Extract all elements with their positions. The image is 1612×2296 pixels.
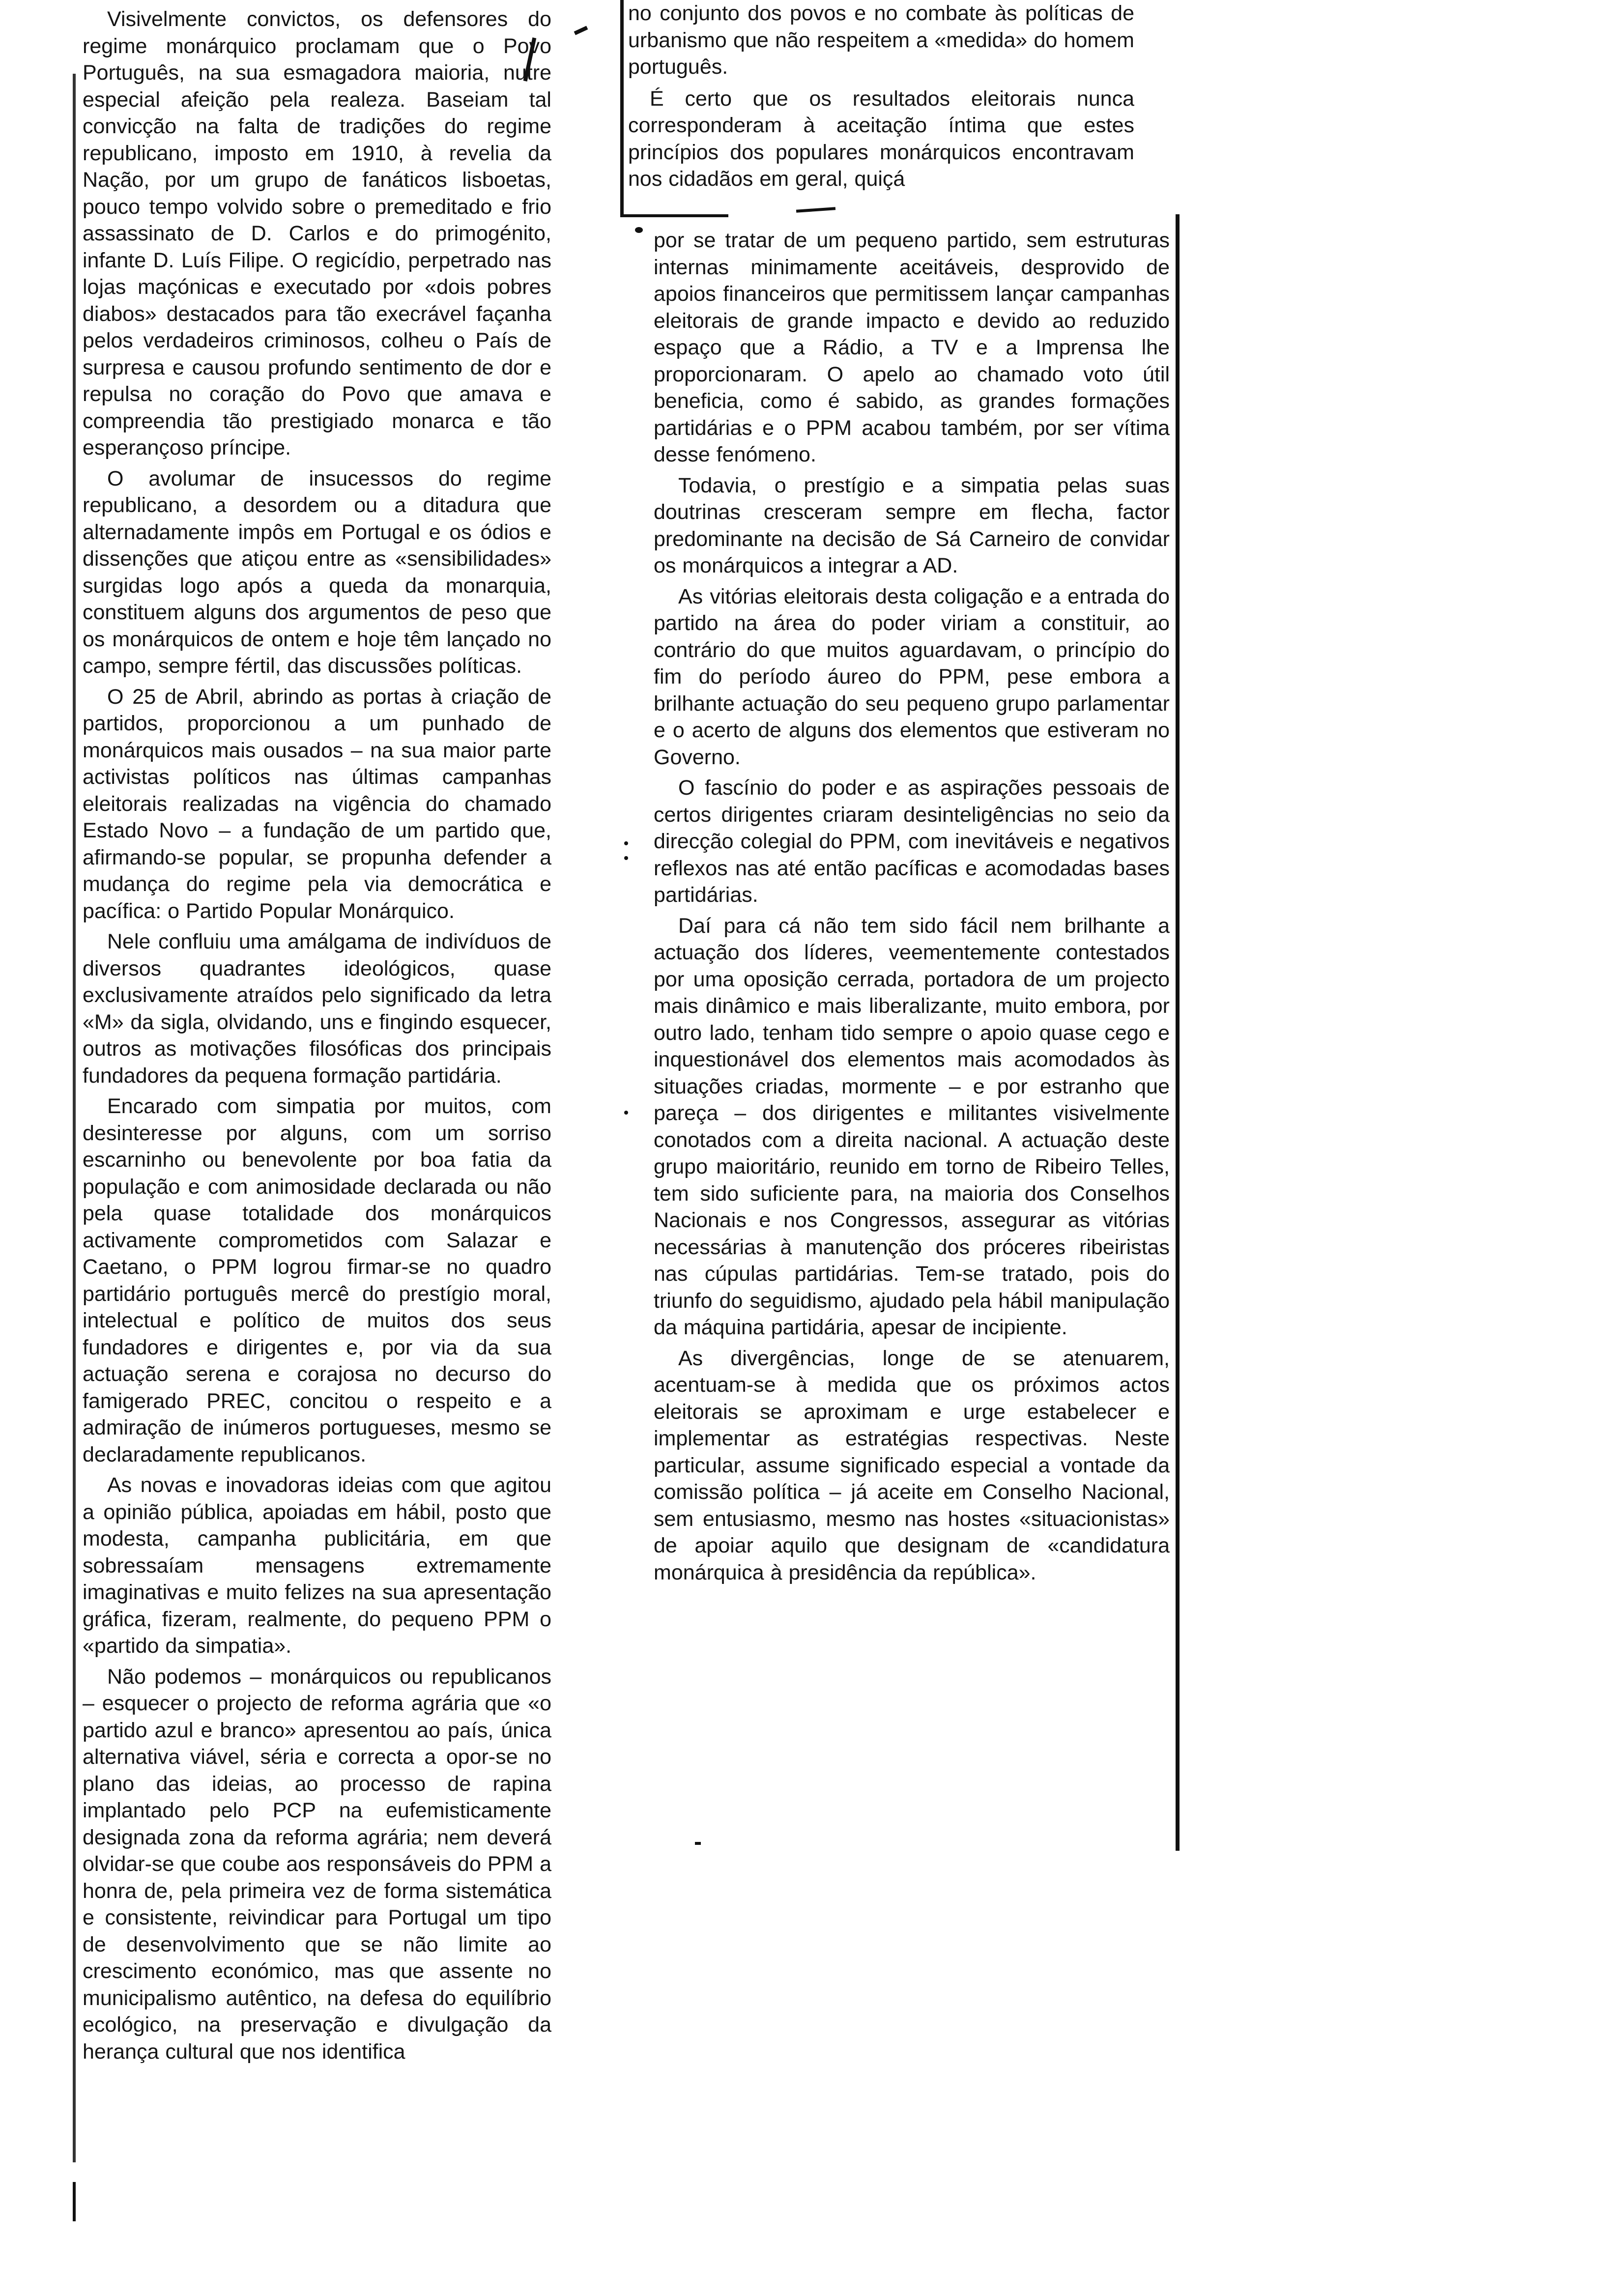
paragraph: por se tratar de um pequeno partido, sem estruturas internas minimamente aceitáveis, desprovido de apoios financeiros que permitissem lançar campanhas eleitorais de grande impacto e devido ao reduzido espaço que a Rádio, a TV e a Imprensa lhe proporcionaram. O apelo ao chamado voto útil beneficia, como é sabido, as grandes formações partidárias e o PPM acabou também, por ser vítima desse fenómeno. (654, 229, 1170, 466)
paragraph: As vitórias eleitorais desta coligação e a entrada do partido na área do poder viriam a constituir, ao contrário do que muitos aguardavam, o princípio do fim do período áureo do PPM, pese embora a brilhante actuação do seu pequeno grupo parlamentar e o acerto de alguns dos elementos que estiveram no Governo. (654, 584, 1170, 769)
paragraph: O 25 de Abril, abrindo as portas à criação de partidos, proporcionou a um punhado de monárquicos mais ousados – na sua maior parte activistas políticos nas últimas campanhas eleitorais realizadas na vigência do chamado Estado Novo – a fundação de um partido que, afirmando-se popular, se propunha defender a mudança do regime pela via democrática e pacífica: o Partido Popular Monárquico. (83, 685, 551, 923)
left-column-rule (73, 74, 76, 2162)
ink-mark (574, 26, 588, 35)
ink-mark (635, 227, 643, 233)
right-top-column (628, 0, 1134, 193)
paragraph: Encarado com simpatia por muitos, com desinteresse por alguns, com um sorriso escarninho ou benevolente por boa fatia da população e com animosidade declarada ou não pela quase totalidade dos monárquicos activamente comprometidos com Salazar e Caetano, o PPM logrou firmar-se no quadro partidário português mercê do prestígio moral, intelectual e político de muitos dos seus fundadores e dirigentes e, por via da sua actuação serena e corajosa no decurso do famigerado PREC, concitou o respeito e a admiração de inúmeros portugueses, mesmo se declaradamente republicanos. (83, 1094, 551, 1466)
right-column-rule (1176, 214, 1180, 1851)
right-top-box-bottom-rule (620, 214, 728, 217)
paragraph: Não podemos – monárquicos ou republicanos – esquecer o projecto de reforma agrária que «o partido azul e branco» apresentou ao país, única alternativa viável, séria e correcta a opor-se no plano das ideias, ao processo de rapina implantado pelo PCP na eufemisticamente designada zona da reforma agrária; nem deverá olvidar-se que coube aos responsáveis do PPM a honra de, pela primeira vez de forma sistemática e consistente, reivindicar para Portugal um tipo de desenvolvimento que se não limite ao crescimento económico, mas que assente no municipalismo autêntico, na defesa do equilíbrio ecológico, na preservação e divulgação da herança cultural que nos identifica (83, 1665, 551, 2064)
paragraph: As divergências, longe de se atenuarem, acentuam-se à medida que os próximos actos eleitorais se aproximam e urge estabelecer e implementar as estratégias respectivas. Neste particular, assume significado especial a vontade da comissão política – já aceite em Conselho Nacional, sem entusiasmo, mesmo nas hostes «situacionistas» de apoiar aquilo que designam de «candidatura monárquica à presidência da república». (654, 1346, 1170, 1584)
left-column (83, 6, 551, 2065)
ink-mark (624, 856, 628, 860)
paragraph: As novas e inovadoras ideias com que agitou a opinião pública, apoiadas em hábil, posto que modesta, campanha publicitária, em que sobressaíam mensagens extremamente imaginativas e muito felizes na sua apresentação gráfica, fizeram, realmente, do pequeno PPM o «partido da simpatia». (83, 1473, 551, 1658)
paragraph: no conjunto dos povos e no combate às políticas de urbanismo que não respeitem a «medida» do homem português. (628, 1, 1134, 79)
paragraph: Visivelmente convictos, os defensores do regime monárquico proclamam que o Povo Português, na sua esmagadora maioria, nutre especial afeição pela realeza. Baseiam tal convicção na falta de tradições do regime republicano, imposto em 1910, à revelia da Nação, por um grupo de fanáticos lisboetas, pouco tempo volvido sobre o premeditado e frio assassinato de D. Carlos e do primogénito, infante D. Luís Filipe. O regicídio, perpetrado nas lojas maçónicas e executado por «dois pobres diabos» destacados para tão execrável façanha pelos verdadeiros criminosos, colheu o País de surpresa e causou profundo sentimento de dor e repulsa no coração do Povo que amava e compreendia tão prestigiado monarca e tão esperançoso príncipe. (83, 7, 551, 459)
paragraph: O fascínio do poder e as aspirações pessoais de certos dirigentes criaram desinteligências no seio da direcção colegial do PPM, com inevitáveis e negativos reflexos nas até então pacíficas e acomodadas bases partidárias. (654, 776, 1170, 907)
paragraph: Todavia, o prestígio e a simpatia pelas suas doutrinas cresceram sempre em flecha, factor predominante na decisão de Sá Carneiro de convidar os monárquicos a integrar a AD. (654, 473, 1170, 577)
right-main-column (654, 227, 1170, 1586)
paragraph: Daí para cá não tem sido fácil nem brilhante a actuação dos líderes, veementemente contestados por uma oposição cerrada, portadora de um projecto mais dinâmico e mais liberalizante, muito embora, por outro lado, tenham tido sempre o apoio quase cego e inquestionável dos elementos mais acomodados às situações criadas, mormente – e por estranho que pareça – dos dirigentes e militantes visivelmente conotados com a direita nacional. A actuação deste grupo maioritário, reunido em torno de Ribeiro Telles, tem sido suficiente para, na maioria dos Conselhos Nacionais e nos Congressos, assegurar as vitórias necessárias à manutenção dos próceres ribeiristas nas cúpulas partidárias. Tem-se tratado, pois do triunfo do seguidismo, ajudado pela hábil manipulação da máquina partidária, apesar de incipiente. (654, 914, 1170, 1339)
ink-mark (624, 1111, 628, 1115)
ink-mark (695, 1842, 701, 1845)
right-top-box-rule (620, 0, 624, 216)
paragraph: É certo que os resultados eleitorais nunca corresponderam à aceitação íntima que estes princípios dos populares monárquicos encontravam nos cidadãos em geral, quiçá (628, 86, 1134, 191)
left-column-rule-end (73, 2182, 76, 2221)
paragraph: O avolumar de insucessos do regime republicano, a desordem ou a ditadura que alternadamente impôs em Portugal e os ódios e dissenções que atiçou entre as «sensibilidades» surgidas logo após a queda da monarquia, constituem alguns dos argumentos de peso que os monárquicos de ontem e hoje têm lançado no campo, sempre fértil, das discussões políticas. (83, 466, 551, 678)
ink-mark (624, 841, 628, 845)
ink-mark (796, 207, 835, 213)
paragraph: Nele confluiu uma amálgama de indivíduos de diversos quadrantes ideológicos, quase exclusivamente atraídos pelo significado da letra «M» da sigla, olvidando, uns e fingindo esquecer, outros as motivações filosóficas dos principais fundadores da pequena formação partidária. (83, 930, 551, 1088)
